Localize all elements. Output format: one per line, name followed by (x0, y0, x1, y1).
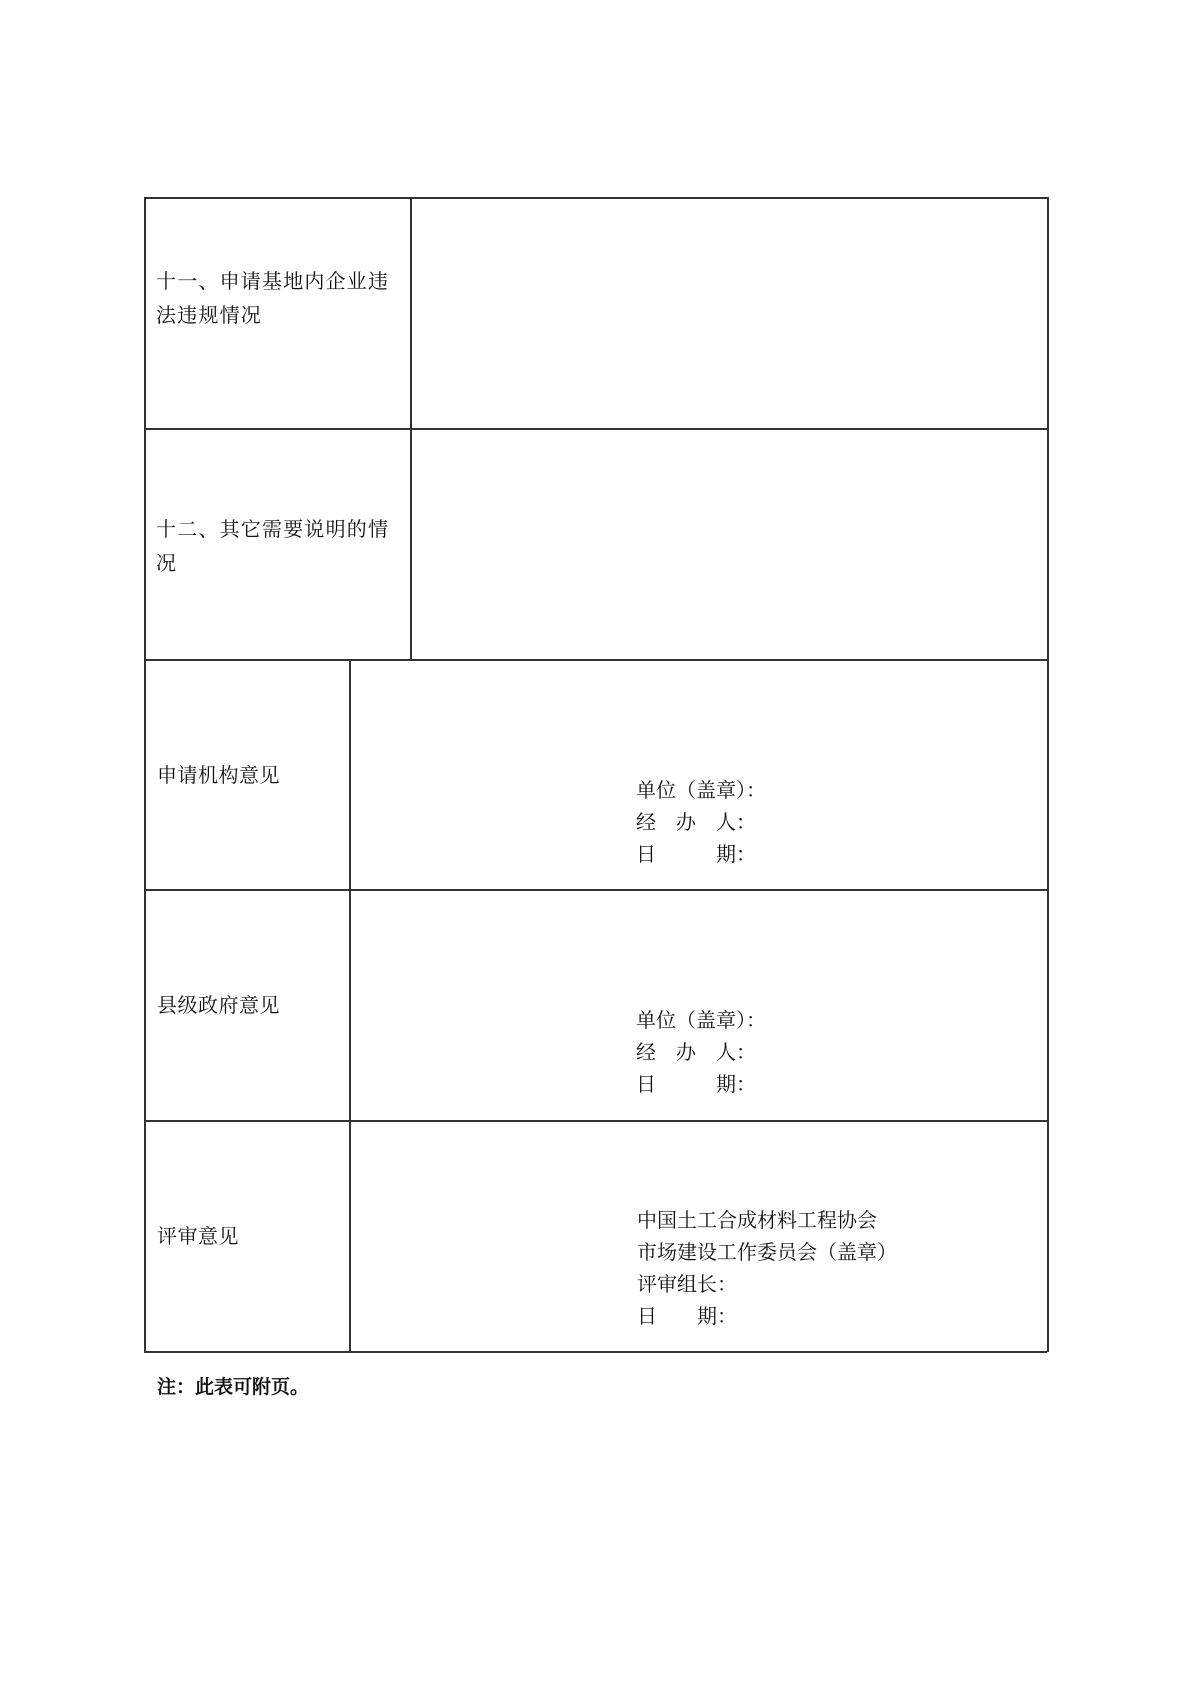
row-label-review-opinion: 评审意见 (157, 1224, 239, 1248)
footnote: 注：此表可附页。 (157, 1376, 310, 1398)
row-label-other-notes: 十二、其它需要说明的情况 (156, 517, 390, 575)
signature-association: 中国土工合成材料工程协会 (637, 1208, 877, 1232)
signature-block-applicant (636, 774, 766, 870)
signature-unit-seal: 单位（盖章）： (636, 1008, 766, 1032)
signature-handler: 经 办 人： (636, 1040, 756, 1064)
table-border-right (1047, 197, 1049, 1352)
table-border-bottom (144, 1351, 1047, 1353)
row-label-violations: 十一、申请基地内企业违法违规情况 (156, 269, 390, 327)
row-label-applicant-opinion: 申请机构意见 (157, 763, 280, 787)
signature-handler: 经 办 人： (636, 810, 756, 834)
entry-area-other-notes[interactable] (412, 430, 1046, 658)
signature-date: 日 期： (636, 842, 756, 866)
signature-block-review (637, 1204, 897, 1332)
signature-review-leader: 评审组长： (637, 1272, 737, 1296)
signature-committee-seal: 市场建设工作委员会（盖章） (637, 1240, 897, 1264)
row-label-county-opinion: 县级政府意见 (157, 993, 280, 1017)
table-border-left (144, 197, 146, 1352)
entry-area-violations[interactable] (412, 199, 1046, 427)
signature-unit-seal: 单位（盖章）： (636, 778, 766, 802)
signature-date: 日 期： (637, 1304, 737, 1328)
signature-block-county (636, 1004, 766, 1100)
signature-date: 日 期： (636, 1072, 756, 1096)
